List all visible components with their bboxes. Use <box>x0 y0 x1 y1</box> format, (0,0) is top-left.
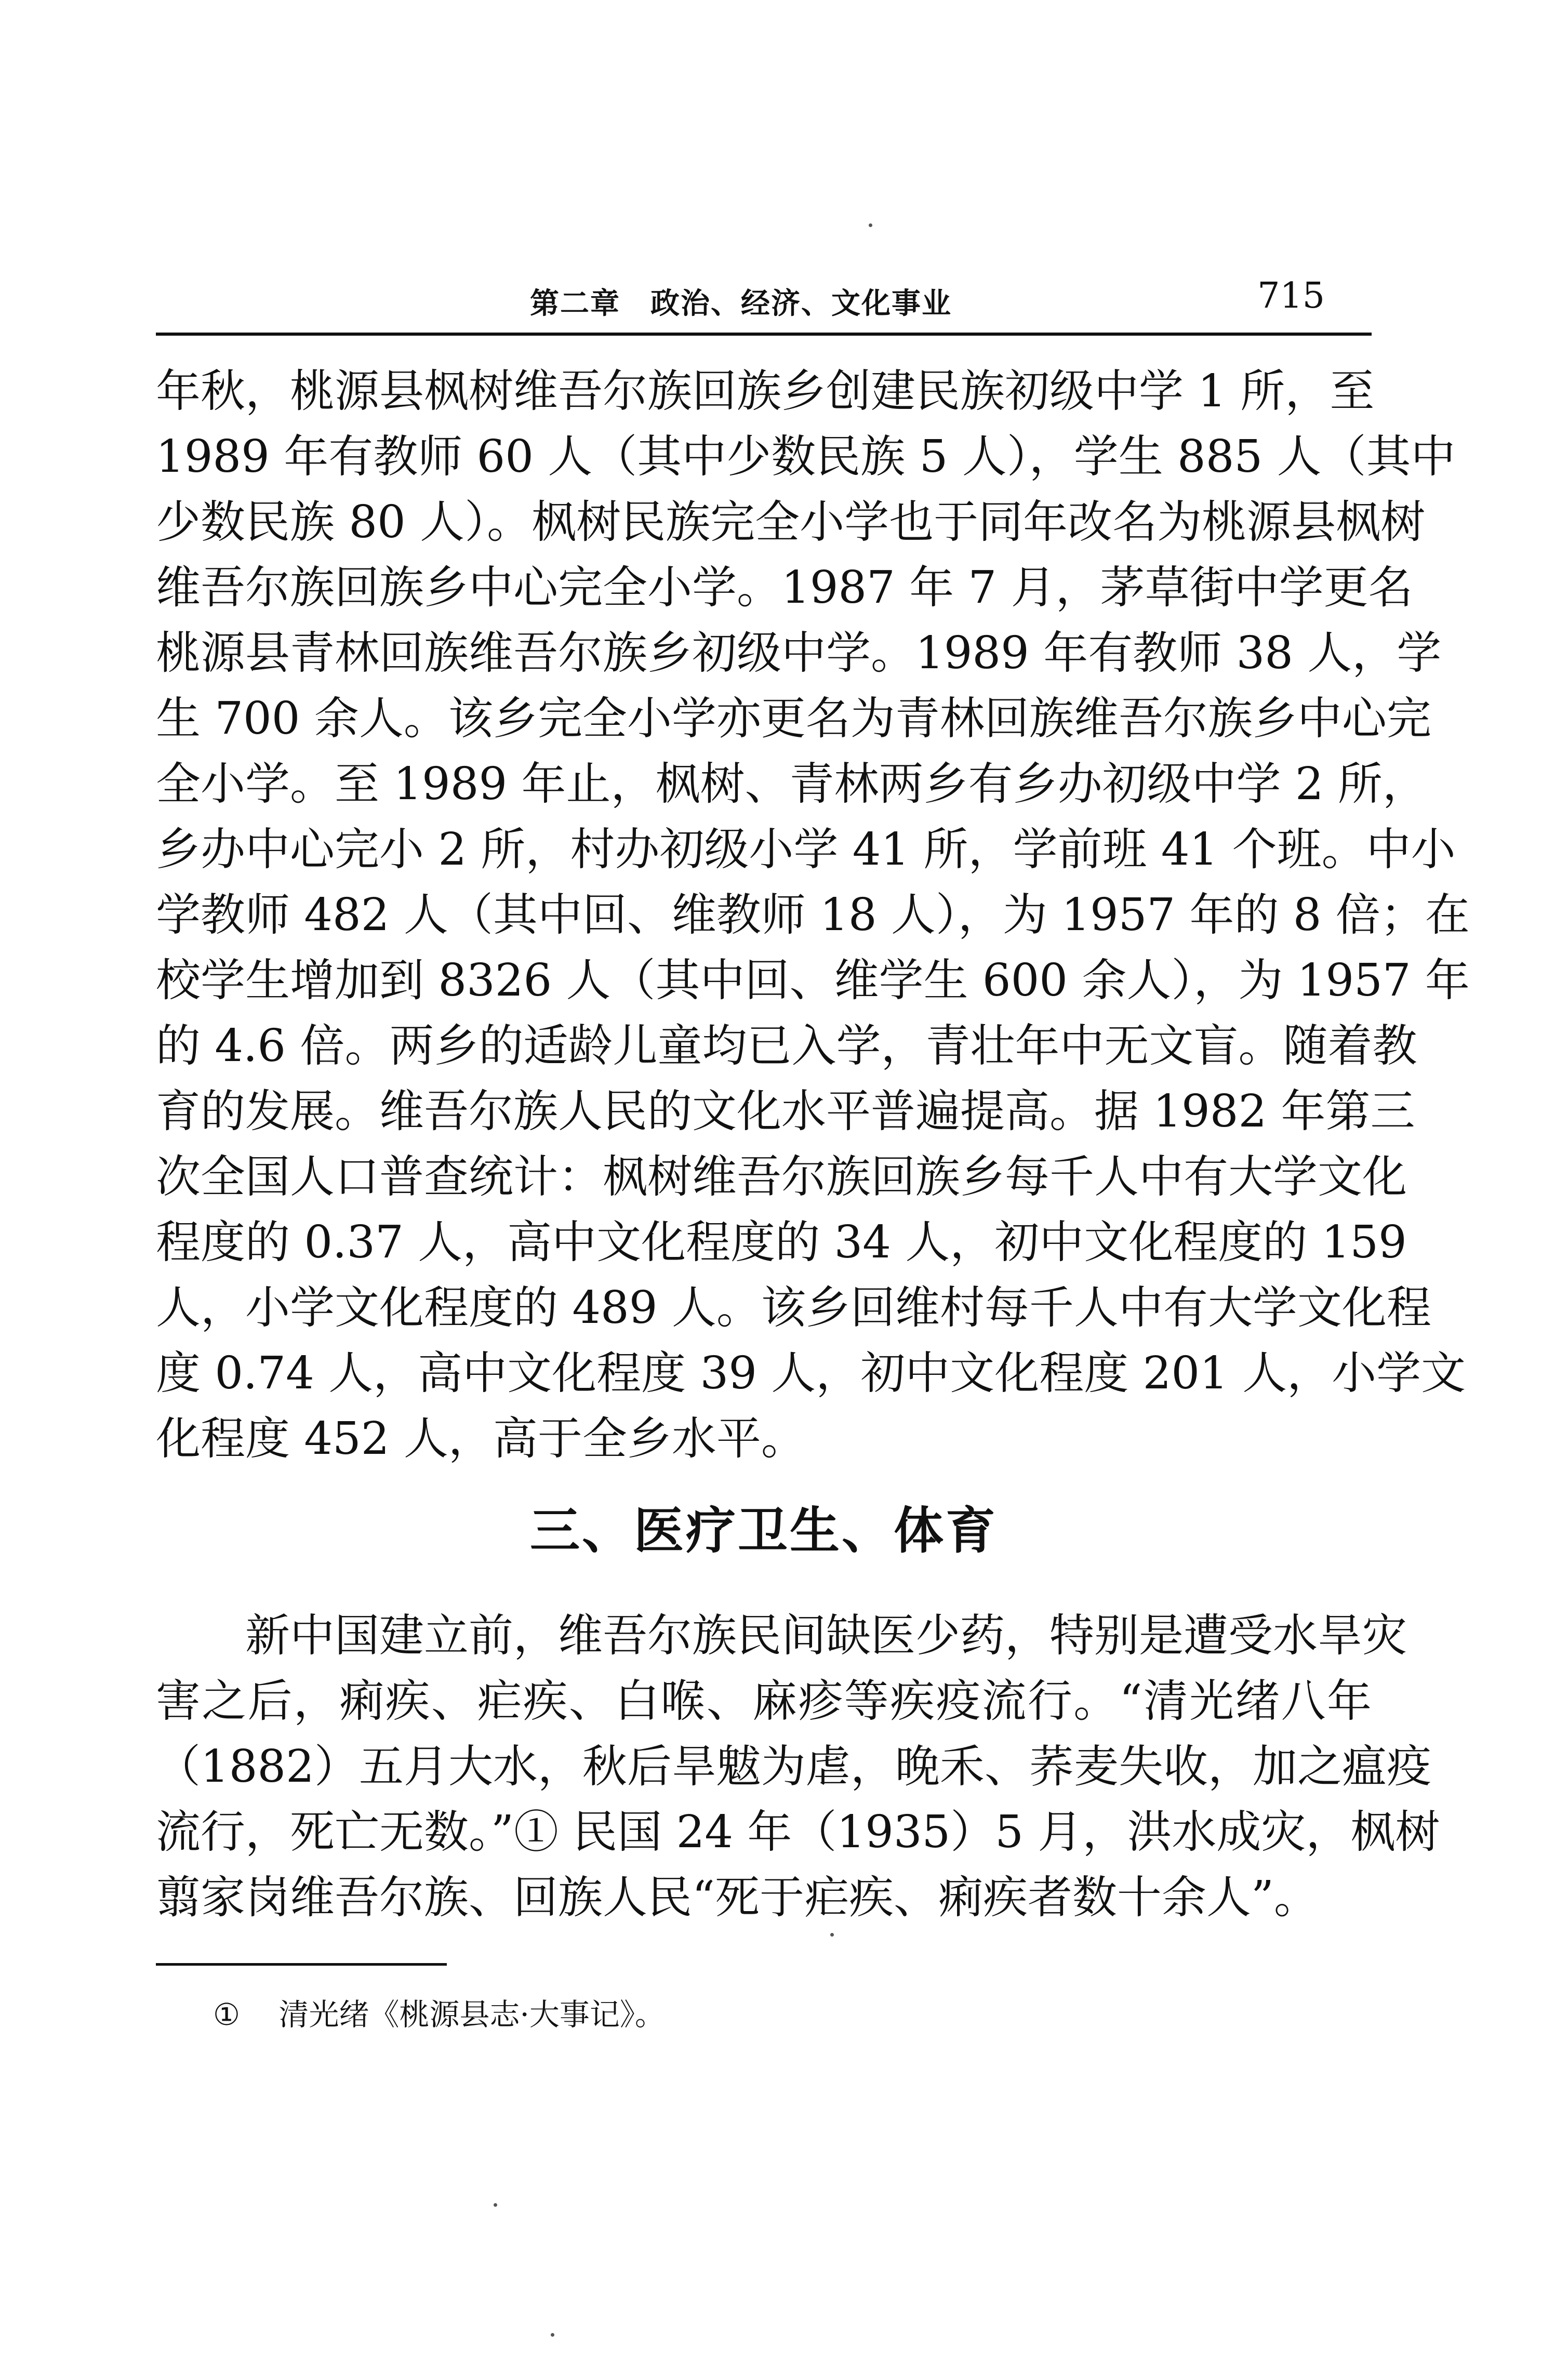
scan-speck <box>551 2333 554 2337</box>
text-line: 化程度 452 人，高于全乡水平。 <box>156 1413 806 1465</box>
scan-speck <box>830 1933 834 1937</box>
scan-speck <box>494 2203 497 2207</box>
paragraph-education <box>156 359 1470 1472</box>
footnote-rule <box>156 1963 447 1966</box>
footnote-marker: ① <box>213 1997 240 2032</box>
section-heading: 三、医疗卫生、体育 <box>530 1501 998 1560</box>
text-line: 全小学。至 1989 年止，枫树、青林两乡有乡办初级中学 2 所， <box>156 758 1427 810</box>
paragraph-medical <box>156 1603 1440 1930</box>
text-line: 少数民族 80 人）。枫树民族完全小学也于同年改名为桃源县枫树 <box>156 496 1426 548</box>
header-rule <box>156 333 1372 336</box>
text-line: 翦家岗维吾尔族、回族人民“死于疟疾、痢疾者数十余人”。 <box>156 1872 1319 1924</box>
footnote <box>213 1990 665 2034</box>
text-line: 校学生增加到 8326 人（其中回、维学生 600 余人），为 1957 年 <box>156 955 1470 1006</box>
text-line: 程度的 0.37 人，高中文化程度的 34 人，初中文化程度的 159 <box>156 1216 1407 1268</box>
text-line: （1882）五月大水，秋后旱魃为虐，晚禾、荞麦失收，加之瘟疫 <box>156 1741 1431 1793</box>
text-line: 新中国建立前，维吾尔族民间缺医少药，特别是遭受水旱灾 <box>245 1610 1407 1662</box>
running-header <box>156 270 1372 327</box>
scan-speck <box>869 223 872 227</box>
text-line: 次全国人口普查统计：枫树维吾尔族回族乡每千人中有大学文化 <box>156 1151 1407 1203</box>
footnote-text: 清光绪《桃源县志·大事记》。 <box>278 1997 665 2032</box>
text-line: 1989 年有教师 60 人（其中少数民族 5 人），学生 885 人（其中 <box>156 431 1456 483</box>
text-line: 学教师 482 人（其中回、维教师 18 人），为 1957 年的 8 倍；在 <box>156 889 1470 941</box>
text-line: 人，小学文化程度的 489 人。该乡回维村每千人中有大学文化程 <box>156 1282 1431 1334</box>
text-line: 的 4.6 倍。两乡的适龄儿童均已入学，青壮年中无文盲。随着教 <box>156 1020 1417 1072</box>
chapter-title: 第二章 政治、经济、文化事业 <box>530 286 952 321</box>
text-line: 桃源县青林回族维吾尔族乡初级中学。1989 年有教师 38 人，学 <box>156 627 1442 679</box>
page-number: 715 <box>1257 275 1325 316</box>
text-line: 害之后，痢疾、疟疾、白喉、麻疹等疾疫流行。“清光绪八年 <box>156 1675 1372 1727</box>
text-line: 年秋，桃源县枫树维吾尔族回族乡创建民族初级中学 1 所，至 <box>156 365 1375 417</box>
text-line: 度 0.74 人，高中文化程度 39 人，初中文化程度 201 人，小学文 <box>156 1347 1466 1399</box>
text-line: 生 700 余人。该乡完全小学亦更名为青林回族维吾尔族乡中心完 <box>156 693 1431 745</box>
text-line: 育的发展。维吾尔族人民的文化水平普遍提高。据 1982 年第三 <box>156 1085 1415 1137</box>
text-line: 流行，死亡无数。”① 民国 24 年（1935）5 月，洪水成灾，枫树 <box>156 1806 1440 1858</box>
text-line: 维吾尔族回族乡中心完全小学。1987 年 7 月，茅草街中学更名 <box>156 562 1413 614</box>
text-line: 乡办中心完小 2 所，村办初级小学 41 所，学前班 41 个班。中小 <box>156 824 1456 876</box>
